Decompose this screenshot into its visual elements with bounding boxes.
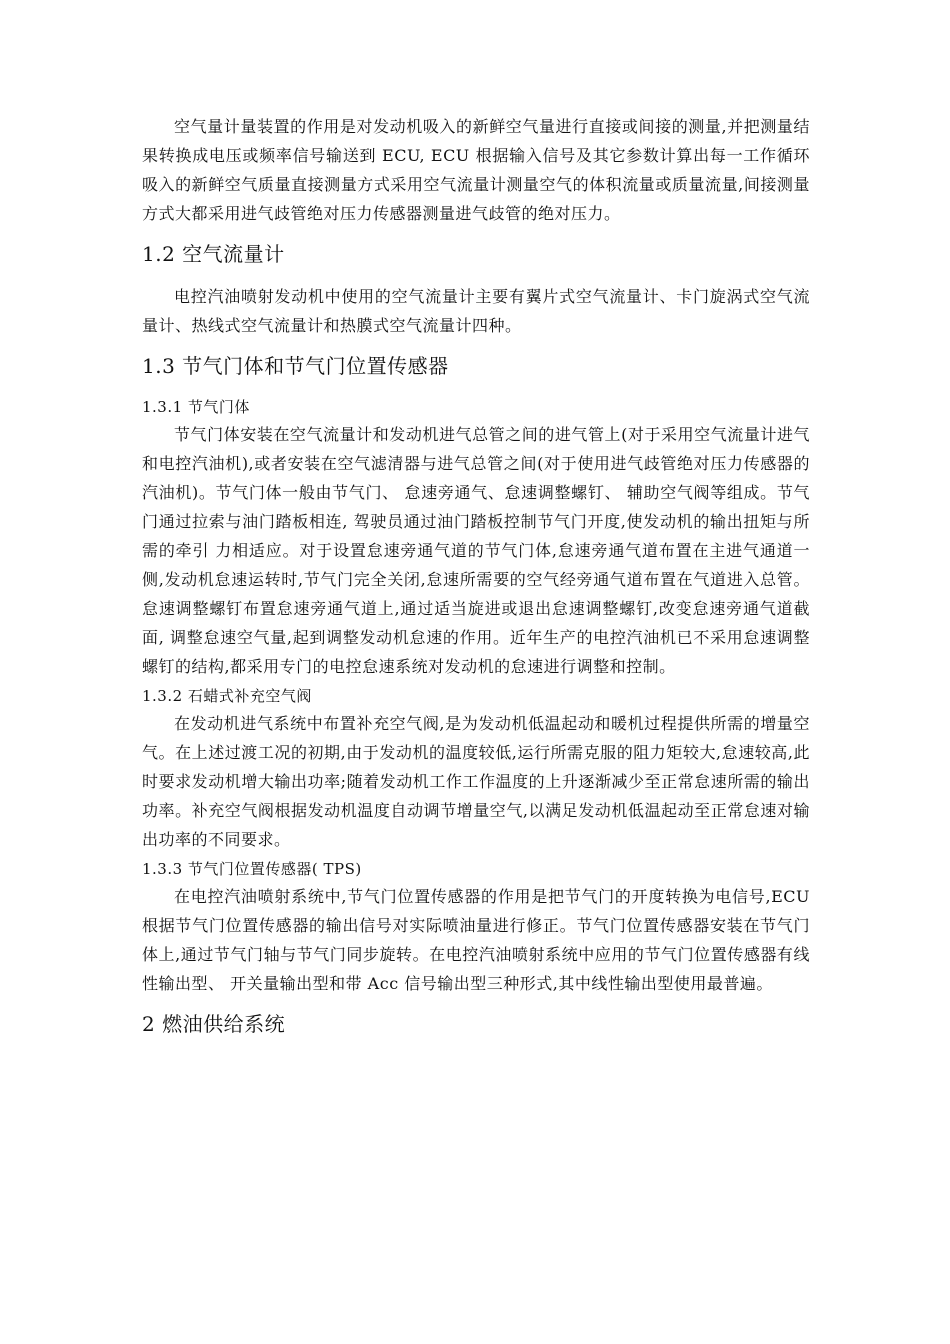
section-1-2-heading: 1.2 空气流量计 bbox=[142, 242, 285, 266]
section-1-3-1-heading: 1.3.1 节气门体 bbox=[142, 398, 250, 416]
section-1-3-2-paragraph: 在发动机进气系统中布置补充空气阀,是为发动机低温起动和暖机过程提供所需的增量空气。在上述过渡工况的初期,由于发动机的温度较低,运行所需克服的阻力矩较大,怠速较高,此时要求发动机增大输出功率;随着发动机工作工作温度的上升逐渐减少至正常怠速所需的输出功率。补充空气阀根据发动机温度自动调节增量空气,以满足发动机低温起动至正常怠速对输出功率的不同要求。 bbox=[142, 714, 810, 849]
section-1-3-2-heading: 1.3.2 石蜡式补充空气阀 bbox=[142, 687, 312, 705]
section-2-heading: 2 燃油供给系统 bbox=[142, 1012, 286, 1036]
section-1-3-3-heading: 1.3.3 节气门位置传感器( TPS) bbox=[142, 860, 362, 878]
section-1-2-paragraph: 电控汽油喷射发动机中使用的空气流量计主要有翼片式空气流量计、卡门旋涡式空气流量计、热线式空气流量计和热膜式空气流量计四种。 bbox=[142, 287, 810, 335]
section-1-3-heading: 1.3 节气门体和节气门位置传感器 bbox=[142, 354, 449, 378]
intro-paragraph: 空气量计量装置的作用是对发动机吸入的新鲜空气量进行直接或间接的测量,并把测量结果转换成电压或频率信号输送到 ECU, ECU 根据输入信号及其它参数计算出每一工作循环吸入的新鲜空气质量直接测量方式采用空气流量计测量空气的体积流量或质量流量,间接测量方式大都采用进气歧管绝对压力传感器测量进气歧管的绝对压力。 bbox=[142, 117, 810, 223]
section-1-3-1-paragraph: 节气门体安装在空气流量计和发动机进气总管之间的进气管上(对于采用空气流量计进气和电控汽油机),或者安装在空气滤清器与进气总管之间(对于使用进气歧管绝对压力传感器的汽油机)。节气门体一般由节气门、 怠速旁通气、怠速调整螺钉、 辅助空气阀等组成。节气门通过拉索与油门踏板相连, 驾驶员通过油门踏板控制节气门开度,使发动机的输出扭矩与所需的牵引 力相适应。对于设置怠速旁通气道的节气门体,怠速旁通气道布置在主进气通道一侧,发动机怠速运转时,节气门完全关闭,怠速所需要的空气经旁通气道布置在气道进入总管。怠速调整螺钉布置怠速旁通气道上,通过适当旋进或退出怠速调整螺钉,改变怠速旁通气道截面, 调整怠速空气量,起到调整发动机怠速的作用。近年生产的电控汽油机已不采用怠速调整螺钉的结构,都采用专门的电控怠速系统对发动机的怠速进行调整和控制。 bbox=[142, 425, 810, 676]
section-1-3-3-paragraph: 在电控汽油喷射系统中,节气门位置传感器的作用是把节气门的开度转换为电信号,ECU 根据节气门位置传感器的输出信号对实际喷油量进行修正。节气门位置传感器安装在节气门体上,通过节气门轴与节气门同步旋转。在电控汽油喷射系统中应用的节气门位置传感器有线性输出型、 开关量输出型和带 Acc 信号输出型三种形式,其中线性输出型使用最普遍。 bbox=[142, 887, 810, 993]
document-page bbox=[142, 112, 810, 1052]
